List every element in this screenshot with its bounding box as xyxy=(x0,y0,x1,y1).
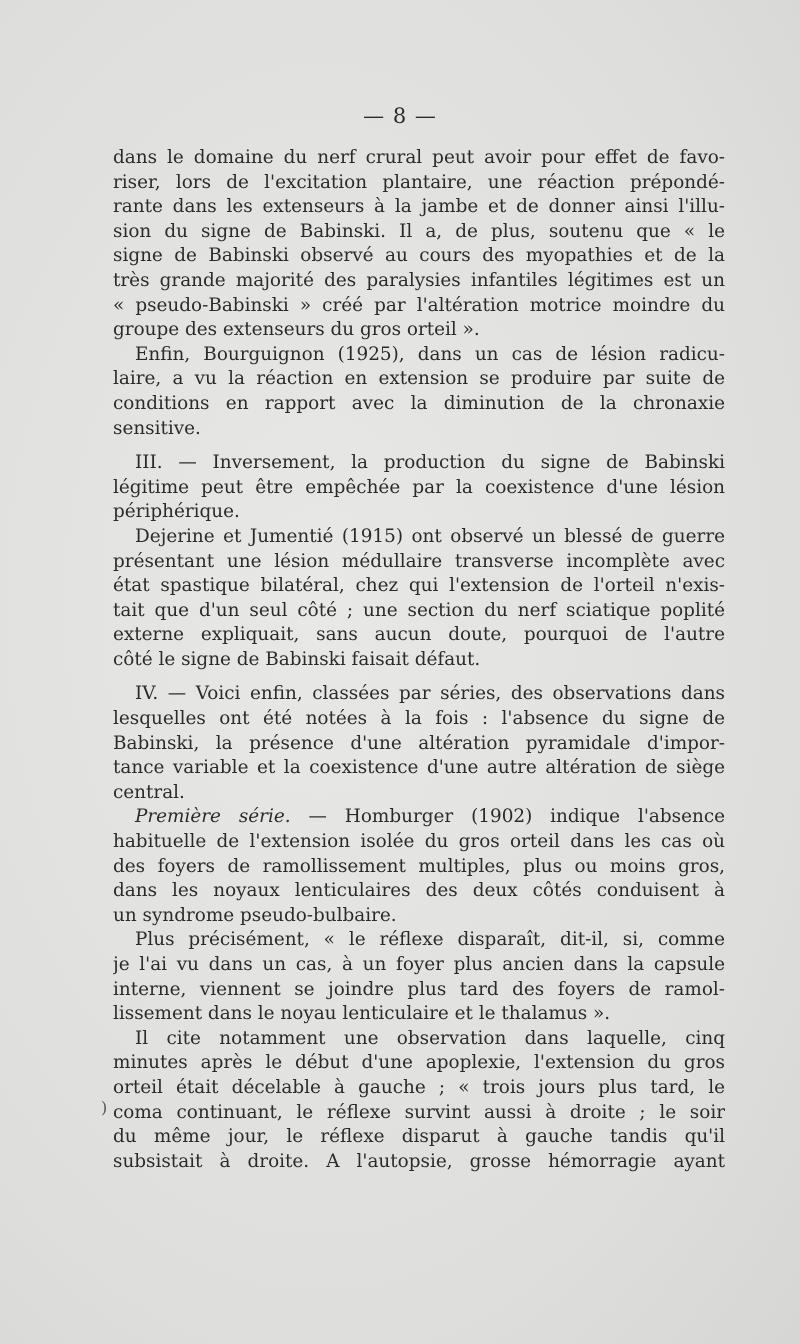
text-line: subsistait à droite. A l'autopsie, grosse hémorragie ayant xyxy=(113,1150,725,1172)
page-number: — 8 — xyxy=(363,104,437,128)
text-line: « pseudo-Babinski » créé par l'altération motrice moindre du xyxy=(113,294,725,316)
text-line: sion du signe de Babinski. Il a, de plus, soutenu que « le xyxy=(113,220,725,242)
text-line: Dejerine et Jumentié (1915) ont observé un blessé de guerre xyxy=(135,525,725,547)
text-line: minutes après le début d'une apoplexie, l'extension du gros xyxy=(113,1052,725,1074)
text-line: conditions en rapport avec la diminution de la chronaxie xyxy=(113,392,725,414)
text-line: lissement dans le noyau lenticulaire et le thalamus ». xyxy=(113,1003,611,1025)
text-line: externe expliquait, sans aucun doute, pourquoi de l'autre xyxy=(113,624,725,646)
text-line: Babinski, la présence d'une altération pyramidale d'impor- xyxy=(113,732,725,754)
text-line: III. — Inversement, la production du signe de Babinski xyxy=(135,452,725,474)
text-line xyxy=(113,805,725,830)
text-line: du même jour, le réflexe disparut à gauche tandis qu'il xyxy=(113,1126,725,1148)
text-line: dans les noyaux lenticulaires des deux côtés conduisent à xyxy=(113,880,725,902)
text-line: dans le domaine du nerf crural peut avoir pour effet de favo- xyxy=(113,147,725,168)
text-line: groupe des extenseurs du gros orteil ». xyxy=(113,319,480,341)
text-line: côté le signe de Babinski faisait défaut. xyxy=(113,648,481,670)
text-line: orteil était décelable à gauche ; « trois jours plus tard, le xyxy=(113,1076,725,1098)
text-line: Il cite notamment une observation dans laquelle, cinq xyxy=(135,1027,725,1049)
text-line: périphérique. xyxy=(113,501,240,523)
text-line: un syndrome pseudo-bulbaire. xyxy=(113,904,397,926)
text-line: état spastique bilatéral, chez qui l'extension de l'orteil n'exis- xyxy=(113,575,725,597)
margin-mark: ) xyxy=(101,1098,108,1117)
text-line: je l'ai vu dans un cas, à un foyer plus ancien dans la capsule xyxy=(113,954,725,975)
text-line: présentant une lésion médullaire transverse incomplète avec xyxy=(113,550,725,572)
text-line: signe de Babinski observé au cours des myopathies et de la xyxy=(113,245,725,267)
text-line: tait que d'un seul côté ; une section du nerf sciatique poplité xyxy=(113,599,725,621)
text-line: Enfin, Bourguignon (1925), dans un cas de lésion radicu- xyxy=(135,343,725,365)
text-line: lesquelles ont été notées à la fois : l'absence du signe de xyxy=(113,708,725,730)
text-line: très grande majorité des paralysies infantiles légitimes est un xyxy=(113,269,725,291)
text-line: coma continuant, le réflexe survint aussi à droite ; le soir xyxy=(113,1101,725,1123)
text-fragment: — Homburger (1902) indique l'absence xyxy=(290,806,725,828)
text-line: tance variable et la coexistence d'une autre altération de siège xyxy=(113,757,725,779)
text-line: interne, viennent se joindre plus tard des foyers de ramol- xyxy=(113,978,725,1000)
text-line: légitime peut être empêchée par la coexistence d'une lésion xyxy=(113,476,725,498)
text-line: laire, a vu la réaction en extension se produire par suite de xyxy=(113,368,725,390)
text-line: central. xyxy=(113,781,185,803)
text-line: IV. — Voici enfin, classées par séries, des observations dans xyxy=(135,683,725,705)
text-line: habituelle de l'extension isolée du gros orteil dans les cas où xyxy=(113,831,725,853)
text-line: des foyers de ramollissement multiples, plus ou moins gros, xyxy=(113,855,725,877)
text-line: rante dans les extenseurs à la jambe et de donner ainsi l'illu- xyxy=(113,196,725,218)
series-heading: Première série. xyxy=(135,806,291,828)
body-text xyxy=(113,146,725,1174)
text-line: riser, lors de l'excitation plantaire, une réaction prépondé- xyxy=(113,171,725,193)
text-line: sensitive. xyxy=(113,417,201,439)
text-line: Plus précisément, « le réflexe disparaît, dit-il, si, comme xyxy=(135,929,725,951)
